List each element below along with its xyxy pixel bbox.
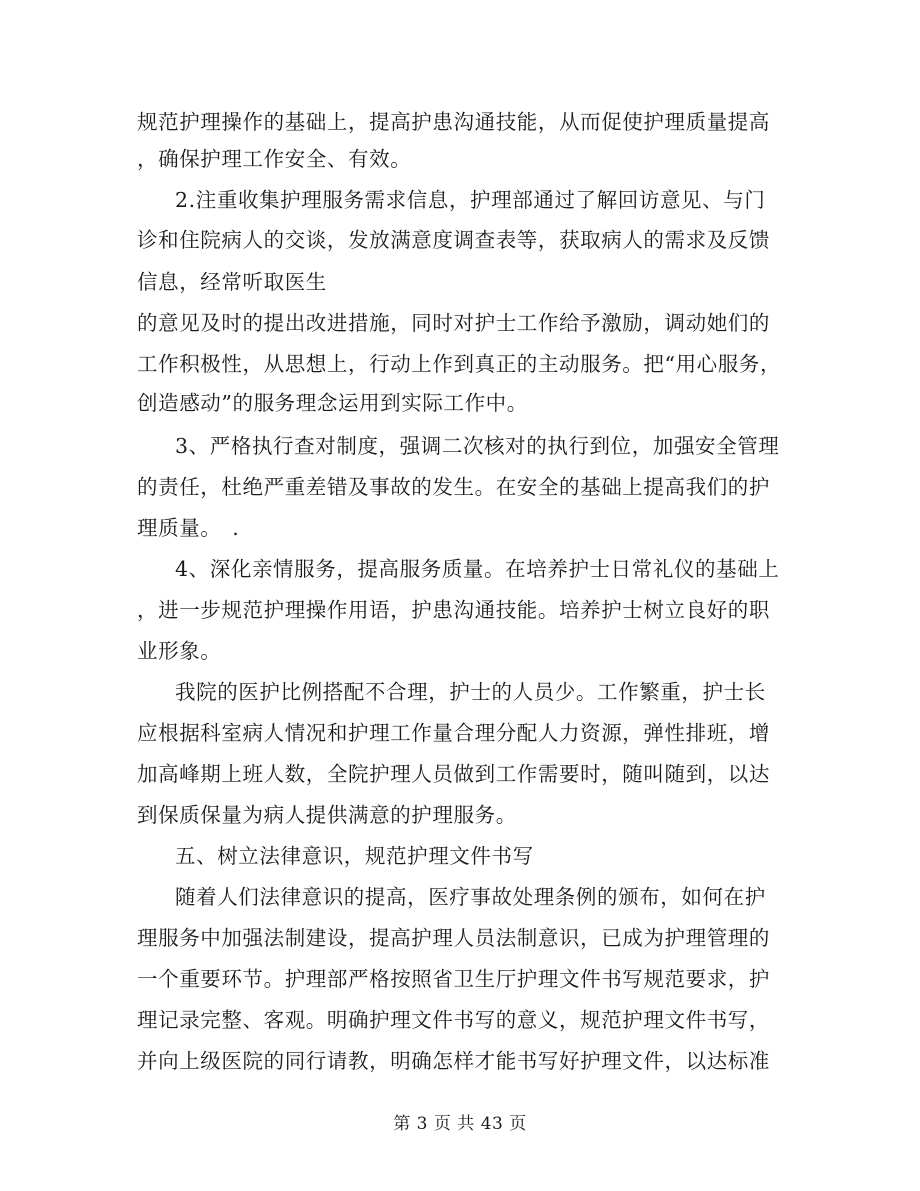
text-line: 随着人们法律意识的提高，医疗事故处理条例的颁布，如何在护	[175, 885, 766, 909]
text-line: 3、严格执行查对制度，强调二次核对的执行到位，加强安全管理	[175, 434, 780, 458]
text-line: 理记录完整、客观。明确护理文件书写的意义，规范护理文件书写，	[137, 1008, 770, 1032]
text-line: ，确保护理工作安全、有效。	[137, 147, 412, 171]
text-line: 4、深化亲情服务，提高服务质量。在培养护士日常礼仪的基础上	[175, 557, 780, 581]
text-line: 加高峰期上班人数，全院护理人员做到工作需要时，随叫随到，以达	[137, 762, 770, 786]
text-line: 的意见及时的提出改进措施，同时对护士工作给予激励，调动她们的	[137, 311, 770, 335]
page-number-footer: 第 3 页 共 43 页	[393, 1114, 527, 1134]
text-line: 2.注重收集护理服务需求信息，护理部通过了解回访意见、与门	[175, 188, 766, 212]
text-line: 并向上级医院的同行请教，明确怎样才能书写好护理文件，以达标准	[137, 1049, 770, 1073]
text-line: 诊和住院病人的交谈，发放满意度调查表等，获取病人的需求及反馈	[137, 228, 770, 252]
text-line: 规范护理操作的基础上，提高护患沟通技能，从而促使护理质量提高	[137, 110, 770, 134]
text-line: 一个重要环节。护理部严格按照省卫生厅护理文件书写规范要求，护	[137, 967, 770, 991]
text-line: 理服务中加强法制建设，提高护理人员法制意识，已成为护理管理的	[137, 926, 770, 950]
text-line: 理质量。 .	[137, 516, 240, 540]
text-line: 创造感动”的服务理念运用到实际工作中。	[137, 391, 528, 415]
text-line: ，进一步规范护理操作用语，护患沟通技能。培养护士树立良好的职	[137, 598, 770, 622]
text-line: 的责任，杜绝严重差错及事故的发生。在安全的基础上提高我们的护	[137, 475, 770, 499]
text-line: 我院的医护比例搭配不合理，护士的人员少。工作繁重，护士长	[175, 680, 766, 704]
text-line: 应根据科室病人情况和护理工作量合理分配人力资源，弹性排班，增	[137, 721, 770, 745]
text-line: 到保质保量为病人提供满意的护理服务。	[137, 803, 517, 827]
text-line: 工作积极性，从思想上，行动上作到真正的主动服务。把“用心服务，	[137, 352, 782, 376]
section-heading: 五、树立法律意识，规范护理文件书写	[175, 844, 534, 868]
text-line: 信息，经常听取医生	[137, 270, 327, 294]
text-line: 业形象。	[137, 639, 222, 663]
